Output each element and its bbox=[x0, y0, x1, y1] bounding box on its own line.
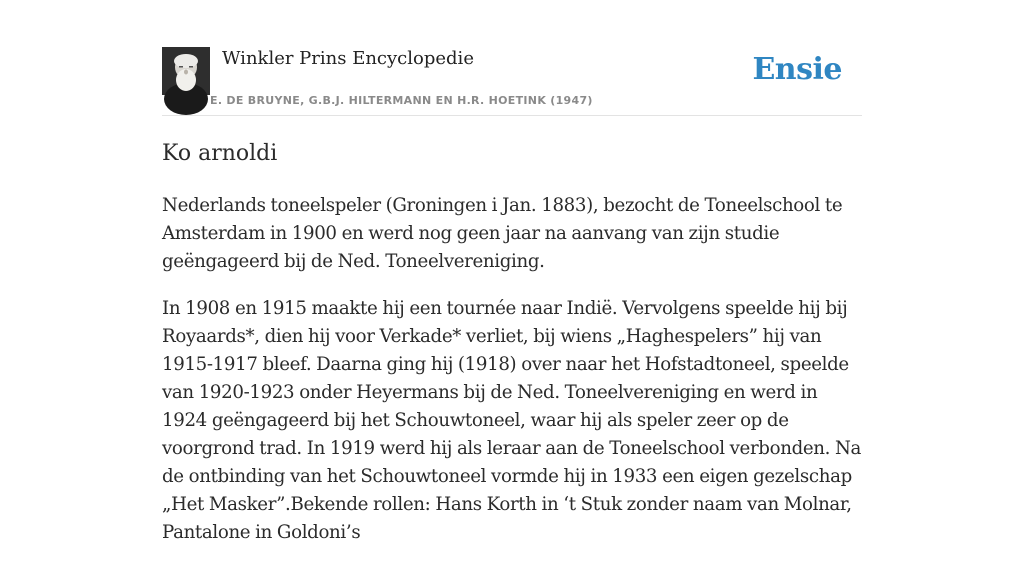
portrait-icon bbox=[162, 47, 210, 95]
entry-body bbox=[162, 192, 862, 566]
header bbox=[162, 44, 862, 116]
authors-line: E. DE BRUYNE, G.B.J. HILTERMANN EN H.R. HOETINK (1947) bbox=[210, 94, 593, 107]
entry-title: Ko arnoldi bbox=[162, 141, 278, 166]
page bbox=[162, 0, 862, 543]
brand-logo[interactable]: Ensie bbox=[752, 52, 842, 87]
paragraph-1: Nederlands toneelspeler (Groningen i Jan. 1883), bezocht de Toneelschool te Amsterdam in 1900 en werd nog geen jaar na aanvang van zijn studie geëngageerd bij de Ned. Toneelvereniging. bbox=[162, 195, 843, 272]
publication-title[interactable]: Winkler Prins Encyclopedie bbox=[222, 48, 474, 69]
paragraph-2: In 1908 en 1915 maakte hij een tournée naar Indië. Vervolgens speelde hij bij Royaards*, dien hij voor Verkade* verliet, bij wiens „Haghespelers” hij van 1915-1917 bleef. Daarna ging hij (1918) over naar het Hofstadtoneel, speelde van 1920-1923 onder Heyermans bij de Ned. Toneelvereniging en werd in 1924 geëngageerd bij het Schouwtoneel, waar hij als speler zeer op de voorgrond trad. In 1919 werd hij als leraar aan de Toneelschool verbonden. Na de ontbinding van het Schouwtoneel vormde hij in 1933 een eigen gezelschap „Het Masker”.Bekende rollen: Hans Korth in ‘t Stuk zonder naam van Molnar, Pantalone in Goldoni’s bbox=[162, 298, 862, 543]
author-avatar[interactable] bbox=[162, 47, 210, 95]
header-divider bbox=[162, 115, 862, 116]
